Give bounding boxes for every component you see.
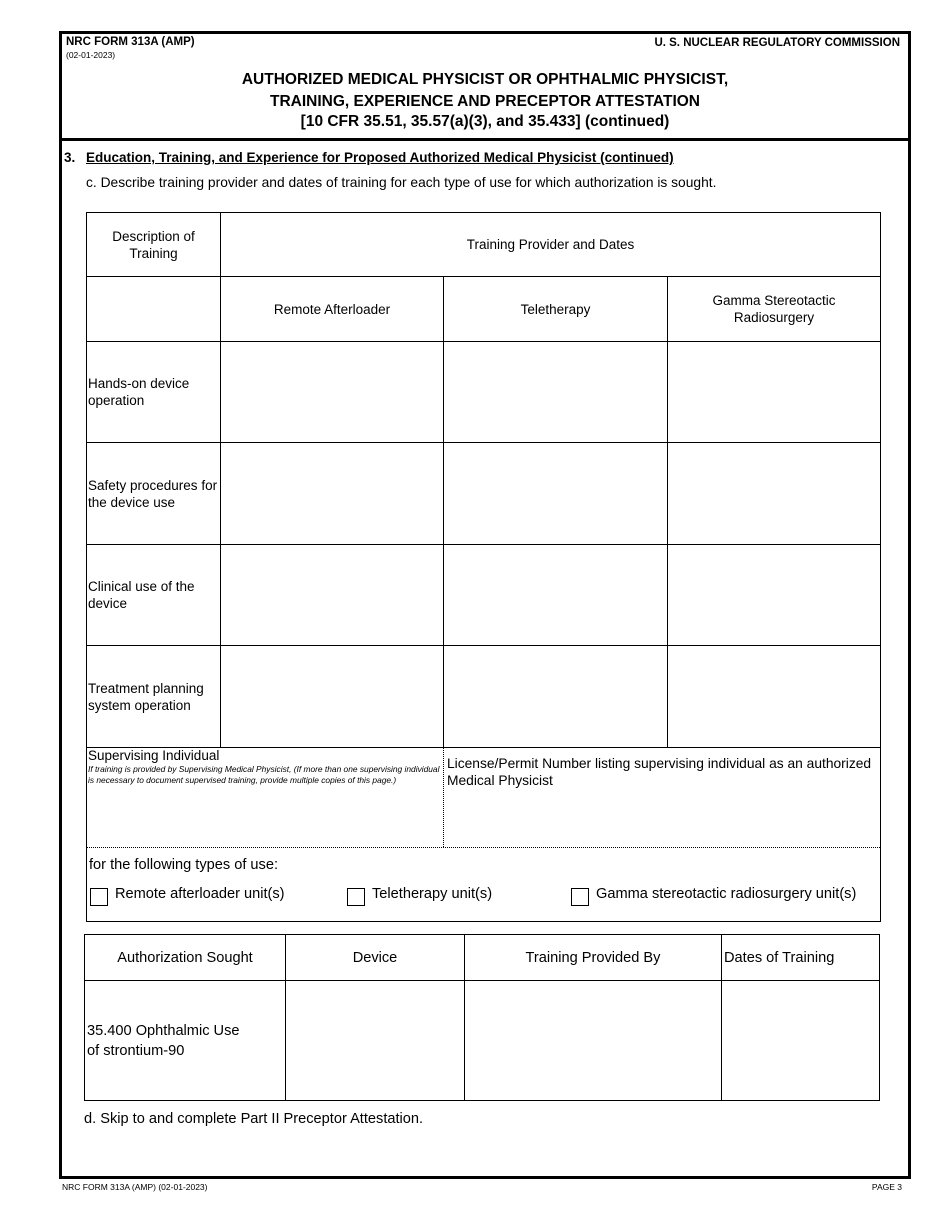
auth-header-authorization: Authorization Sought — [85, 935, 286, 981]
form-date: (02-01-2023) — [66, 50, 116, 60]
provider-header: Training Provider and Dates — [221, 213, 881, 277]
cell-safety-remote[interactable] — [221, 443, 444, 545]
row-clinical: Clinical use of the device — [87, 545, 221, 646]
form-title-line-3: [10 CFR 35.51, 35.57(a)(3), and 35.433] (continued) — [300, 113, 670, 130]
training-table — [86, 212, 881, 748]
form-title-line-1: AUTHORIZED MEDICAL PHYSICIST OR OPHTHALMIC PHYSICIST, — [241, 71, 729, 88]
cell-planning-teletherapy[interactable] — [444, 646, 668, 748]
blank-header-cell — [87, 277, 221, 342]
section-number: 3. — [64, 150, 76, 165]
supervisor-divider — [443, 747, 444, 847]
cell-clinical-teletherapy[interactable] — [444, 545, 668, 646]
cell-hands-on-teletherapy[interactable] — [444, 342, 668, 443]
license-number-label: License/Permit Number listing supervising individual as an authorized Medical Physicist — [447, 756, 872, 788]
footer-page-number: PAGE 3 — [871, 1182, 902, 1192]
checkbox-teletherapy-label: Teletherapy unit(s) — [372, 886, 493, 902]
col-teletherapy: Teletherapy — [444, 277, 668, 342]
instruction-d: d. Skip to and complete Part II Preceptor Attestation. — [84, 1111, 424, 1127]
col-remote-afterloader: Remote Afterloader — [221, 277, 444, 342]
row-safety: Safety procedures for the device use — [87, 443, 221, 545]
authorization-table — [84, 934, 880, 1101]
auth-cell-dates[interactable] — [722, 981, 880, 1101]
col-gamma-stereotactic: Gamma Stereotactic Radiosurgery — [668, 277, 881, 342]
footer-form-id: NRC FORM 313A (AMP) (02-01-2023) — [62, 1182, 208, 1192]
header-divider — [59, 138, 911, 141]
checkbox-gamma-stereotactic-label: Gamma stereotactic radiosurgery unit(s) — [596, 886, 857, 902]
cell-hands-on-remote[interactable] — [221, 342, 444, 443]
row-hands-on: Hands-on device operation — [87, 342, 221, 443]
uses-divider — [86, 847, 880, 848]
agency-name: U. S. NUCLEAR REGULATORY COMMISSION — [654, 37, 900, 49]
checkbox-remote-afterloader[interactable] — [90, 888, 108, 906]
auth-header-device: Device — [286, 935, 465, 981]
checkbox-teletherapy[interactable] — [347, 888, 365, 906]
cell-hands-on-gamma[interactable] — [668, 342, 881, 443]
cell-clinical-remote[interactable] — [221, 545, 444, 646]
auth-cell-provider[interactable] — [465, 981, 722, 1101]
supervising-individual-note: If training is provided by Supervising Medical Physicist, (If more than one supervising individual is necessary to document supervised training, provide multiple copies of this page.) — [88, 764, 440, 785]
cell-planning-gamma[interactable] — [668, 646, 881, 748]
uses-label: for the following types of use: — [89, 857, 279, 873]
cell-planning-remote[interactable] — [221, 646, 444, 748]
supervising-individual-label: Supervising Individual — [88, 748, 220, 763]
form-id: NRC FORM 313A (AMP) — [66, 36, 195, 48]
instruction-c: c. Describe training provider and dates of training for each type of use for which authorization is sought. — [86, 175, 717, 190]
form-title-line-2: TRAINING, EXPERIENCE AND PRECEPTOR ATTESTATION — [269, 93, 700, 110]
checkbox-gamma-stereotactic[interactable] — [571, 888, 589, 906]
auth-header-dates: Dates of Training — [722, 935, 880, 981]
cell-safety-teletherapy[interactable] — [444, 443, 668, 545]
auth-header-provider: Training Provided By — [465, 935, 722, 981]
checkbox-remote-afterloader-label: Remote afterloader unit(s) — [115, 886, 285, 902]
section-title: Education, Training, and Experience for Proposed Authorized Medical Physicist (continued) — [86, 150, 674, 165]
auth-cell-device[interactable] — [286, 981, 465, 1101]
cell-clinical-gamma[interactable] — [668, 545, 881, 646]
cell-safety-gamma[interactable] — [668, 443, 881, 545]
row-treatment-planning: Treatment planning system operation — [87, 646, 221, 748]
desc-header: Description of Training — [87, 213, 221, 277]
auth-row-label: 35.400 Ophthalmic Use of strontium-90 — [85, 981, 286, 1101]
